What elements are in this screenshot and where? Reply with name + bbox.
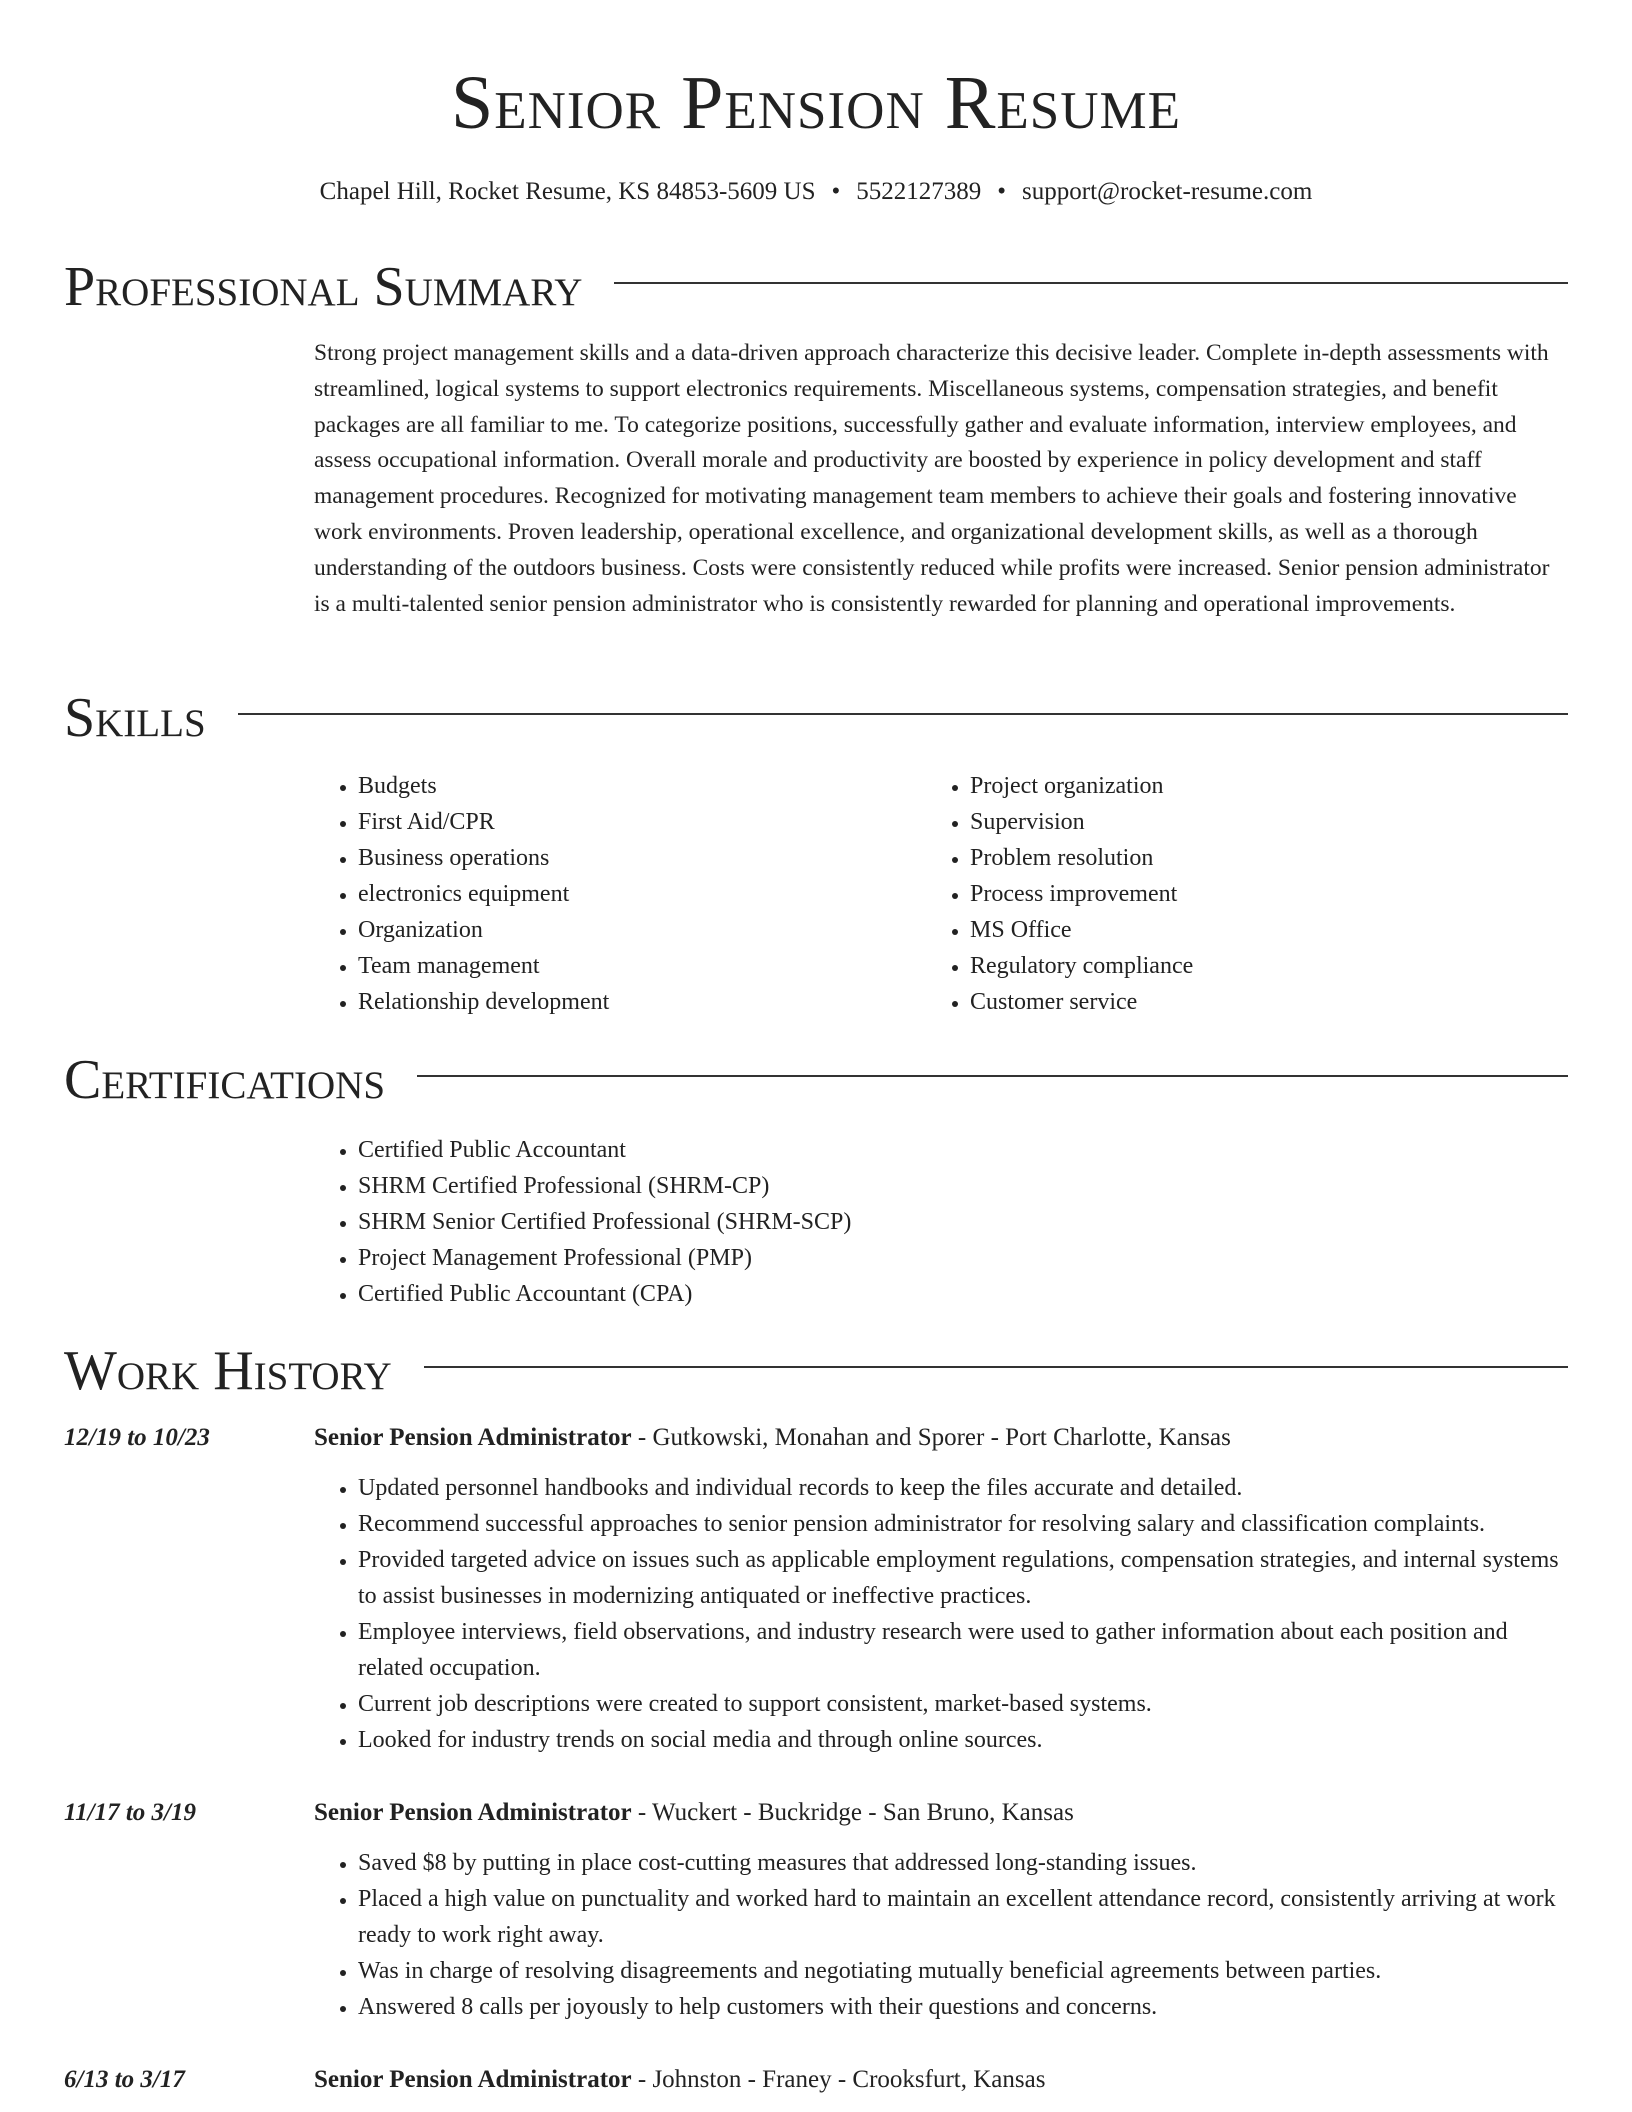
address: Chapel Hill, Rocket Resume, KS 84853-5609 US <box>319 178 816 205</box>
job-title: Senior Pension Administrator <box>314 2066 632 2093</box>
certification-item: • Certified Public Accountant (CPA) <box>358 1276 851 1312</box>
job-bullet: • Provided targeted advice on issues such as applicable employment regulations, compensation strategies, and internal systems to assist businesses in modernizing antiquated or ineffective practices. <box>358 1542 1568 1614</box>
job-bullet: • Answered 8 calls per joyously to help customers with their questions and concerns. <box>358 1989 1568 2025</box>
section-title: Skills <box>64 687 206 749</box>
job-employer: - Wuckert - Buckridge - San Bruno, Kansas <box>631 1799 1074 1826</box>
phone: 5522127389 <box>856 178 982 205</box>
job-title: Senior Pension Administrator <box>314 1424 632 1451</box>
job-bullet: • Recommend successful approaches to senior pension administrator for resolving salary and classification complaints. <box>358 1506 1568 1542</box>
skills-column-right <box>926 768 1193 1020</box>
divider <box>417 1075 1568 1077</box>
job-heading <box>314 2062 1045 2098</box>
divider <box>424 1366 1568 1368</box>
skill-item: • Business operations <box>358 840 609 876</box>
skill-item: • Organization <box>358 912 609 948</box>
certifications-list <box>314 1132 851 1312</box>
skills-list <box>314 768 609 1020</box>
divider <box>238 713 1568 715</box>
skill-item: • First Aid/CPR <box>358 804 609 840</box>
separator: • <box>831 178 841 205</box>
contact-line <box>0 174 1632 210</box>
job-employer: - Johnston - Franey - Crooksfurt, Kansas <box>631 2066 1046 2093</box>
job-dates: 11/17 to 3/19 <box>64 1799 196 1826</box>
skill-item: • Process improvement <box>970 876 1193 912</box>
email-link[interactable]: support@rocket-resume.com <box>1022 178 1313 205</box>
job-bullet: • Placed a high value on punctuality and worked hard to maintain an excellent attendance record, consistently arriving at work ready to work right away. <box>358 1881 1568 1953</box>
section-header-skills <box>64 683 1568 753</box>
section-title: Professional Summary <box>64 256 583 318</box>
job-employer: - Gutkowski, Monahan and Sporer - Port Charlotte, Kansas <box>631 1424 1231 1451</box>
skill-item: • Budgets <box>358 768 609 804</box>
section-title: Work History <box>64 1340 392 1402</box>
summary-text: Strong project management skills and a data-driven approach characterize this decisive leader. Complete in-depth assessments with streamlined, logical systems to support electronics requirements. Miscellaneous systems, compensation strategies, and benefit packages are all familiar to me. To categorize positions, successfully gather and evaluate information, interview employees, and assess occupational information. Overall morale and productivity are boosted by experience in policy development and staff management procedures. Recognized for motivating management team members to achieve their goals and fostering innovative work environments. Proven leadership, operational excellence, and organizational development skills, as well as a thorough understanding of the outdoors business. Costs were consistently reduced while profits were increased. Senior pension administrator is a multi-talented senior pension administrator who is consistently rewarded for planning and operational improvements. <box>314 340 1550 617</box>
skill-item: • Customer service <box>970 984 1193 1020</box>
section-header-work-history <box>64 1336 1568 1406</box>
job-heading <box>314 1420 1231 1456</box>
separator: • <box>997 178 1007 205</box>
resume-title: Senior Pension Resume <box>450 61 1182 145</box>
certification-item: • SHRM Senior Certified Professional (SHRM-SCP) <box>358 1204 851 1240</box>
job-heading <box>314 1795 1074 1831</box>
job-title: Senior Pension Administrator <box>314 1799 632 1826</box>
job-bullet: • Looked for industry trends on social media and through online sources. <box>358 1722 1568 1758</box>
skill-item: • Supervision <box>970 804 1193 840</box>
job-bullet: • Updated personnel handbooks and individual records to keep the files accurate and detailed. <box>358 1470 1568 1506</box>
skill-item: • Team management <box>358 948 609 984</box>
skills-list <box>926 768 1193 1020</box>
certification-item: • Certified Public Accountant <box>358 1132 851 1168</box>
certification-item: • Project Management Professional (PMP) <box>358 1240 851 1276</box>
skill-item: • Project organization <box>970 768 1193 804</box>
divider <box>614 282 1568 284</box>
skill-item: • electronics equipment <box>358 876 609 912</box>
section-title: Certifications <box>64 1049 386 1111</box>
skill-item: • Relationship development <box>358 984 609 1020</box>
skill-item: • MS Office <box>970 912 1193 948</box>
skill-item: • Regulatory compliance <box>970 948 1193 984</box>
certification-item: • SHRM Certified Professional (SHRM-CP) <box>358 1168 851 1204</box>
job-bullets <box>314 1845 1568 2025</box>
skills-column-left <box>314 768 609 1020</box>
job-bullet: • Saved $8 by putting in place cost-cutting measures that addressed long-standing issues. <box>358 1845 1568 1881</box>
section-header-certifications <box>64 1045 1568 1115</box>
job-dates: 12/19 to 10/23 <box>64 1424 210 1451</box>
job-bullet: • Employee interviews, field observations, and industry research were used to gather information about each position and related occupation. <box>358 1614 1568 1686</box>
skill-item: • Problem resolution <box>970 840 1193 876</box>
section-header-summary <box>64 252 1568 322</box>
job-bullet: • Current job descriptions were created to support consistent, market-based systems. <box>358 1686 1568 1722</box>
job-dates: 6/13 to 3/17 <box>64 2066 185 2093</box>
certifications <box>314 1132 851 1312</box>
job-bullet: • Was in charge of resolving disagreements and negotiating mutually beneficial agreements between parties. <box>358 1953 1568 1989</box>
job-bullets <box>314 1470 1568 1758</box>
